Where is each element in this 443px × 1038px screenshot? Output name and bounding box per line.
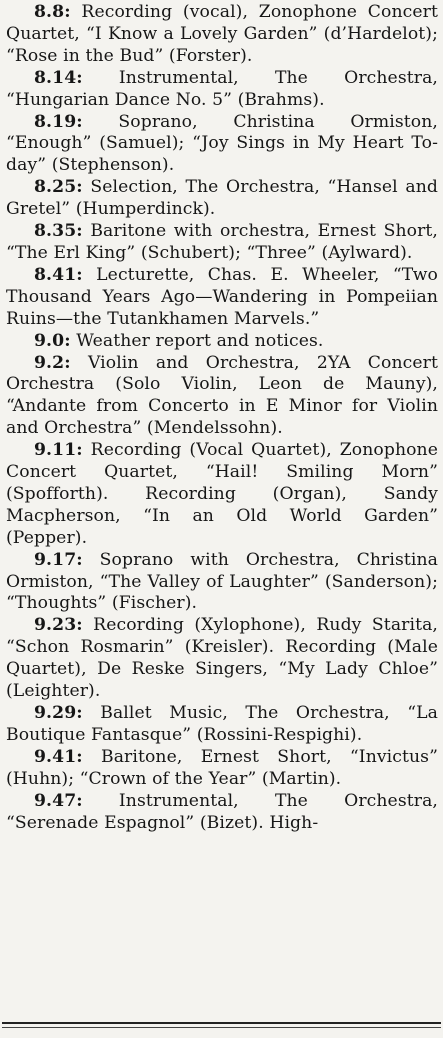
entry-time: 8.25:	[34, 177, 83, 198]
entry-time: 8.41:	[34, 264, 83, 285]
programme-entry	[6, 68, 438, 112]
entry-text: Recording (vocal), Zonophone Concert Quartet, “I Know a Lovely Garden” (d’Hardelot); “Rose in the Bud” (Forster).	[6, 2, 438, 66]
entry-text: Ballet Music, The Orchestra, “La Boutique Fantasque” (Rossini-Respighi).	[6, 703, 438, 745]
programme-entry	[6, 331, 438, 353]
programme-entry	[6, 353, 438, 441]
entry-time: 8.8:	[34, 2, 71, 22]
entry-time: 9.11:	[34, 440, 83, 461]
programme-entry	[6, 440, 438, 550]
programme-entry	[6, 703, 438, 747]
entry-text: Violin and Orchestra, 2YA Concert Orchestra (Solo Violin, Leon de Mauny), “Andante from Concerto in E Minor for Violin and Orchestra” (Mendelssohn).	[6, 352, 438, 439]
entry-time: 9.23:	[34, 615, 83, 636]
entry-time: 9.17:	[34, 549, 83, 570]
entry-text: Weather report and notices.	[76, 330, 324, 351]
programme-entry	[6, 221, 438, 265]
entry-text: Recording (Xylophone), Rudy Starita, “Schon Rosmarin” (Kreisler). Recording (Male Quartet), De Reske Singers, “My Lady Chloe” (Leighter).	[6, 615, 438, 702]
programme-entry	[6, 112, 438, 178]
programme-entry	[6, 747, 438, 791]
programme-entry	[6, 265, 438, 331]
programme-entry	[6, 550, 438, 616]
entry-text: Soprano with Orchestra, Christina Ormiston, “The Valley of Laughter” (Sanderson); “Thoughts” (Fischer).	[6, 549, 438, 614]
column-end-rule-thin	[2, 1027, 441, 1028]
entry-text: Instrumental, The Orchestra, “Serenade Espagnol” (Bizet). High-	[6, 790, 438, 833]
entry-time: 8.14:	[34, 67, 83, 88]
entry-time: 9.41:	[34, 746, 83, 767]
entry-time: 9.2:	[34, 352, 71, 373]
entry-text: Baritone with orchestra, Ernest Short, “The Erl King” (Schubert); “Three” (Aylward).	[6, 221, 438, 263]
programme-entry	[6, 2, 438, 68]
entry-text: Selection, The Orchestra, “Hansel and Gretel” (Humperdinck).	[6, 177, 438, 220]
entry-time: 9.29:	[34, 703, 83, 723]
programme-entry	[6, 615, 438, 703]
entry-time: 8.19:	[34, 111, 83, 132]
entry-time: 9.0:	[34, 330, 71, 351]
column-end-rule	[2, 1022, 441, 1024]
entry-text: Recording (Vocal Quartet), Zonophone Concert Quartet, “Hail! Smiling Morn” (Spofforth). Recording (Organ), Sandy Macpherson, “In an Old World Garden” (Pepper).	[6, 440, 438, 548]
entry-text: Lecturette, Chas. E. Wheeler, “Two Thousand Years Ago—Wandering in Pompeiian Ruins—the Tutankhamen Marvels.”	[6, 264, 438, 329]
programme-column	[6, 2, 438, 834]
programme-entry	[6, 177, 438, 221]
programme-entry	[6, 791, 438, 835]
entry-text: Instrumental, The Orchestra, “Hungarian Dance No. 5” (Brahms).	[6, 67, 438, 110]
entry-text: Soprano, Christina Ormiston, “Enough” (Samuel); “Joy Sings in My Heart To-day” (Stephenson).	[6, 111, 438, 176]
entry-time: 8.35:	[34, 221, 83, 242]
entry-text: Baritone, Ernest Short, “Invictus” (Huhn); “Crown of the Year” (Martin).	[6, 746, 438, 789]
entry-time: 9.47:	[34, 790, 83, 811]
